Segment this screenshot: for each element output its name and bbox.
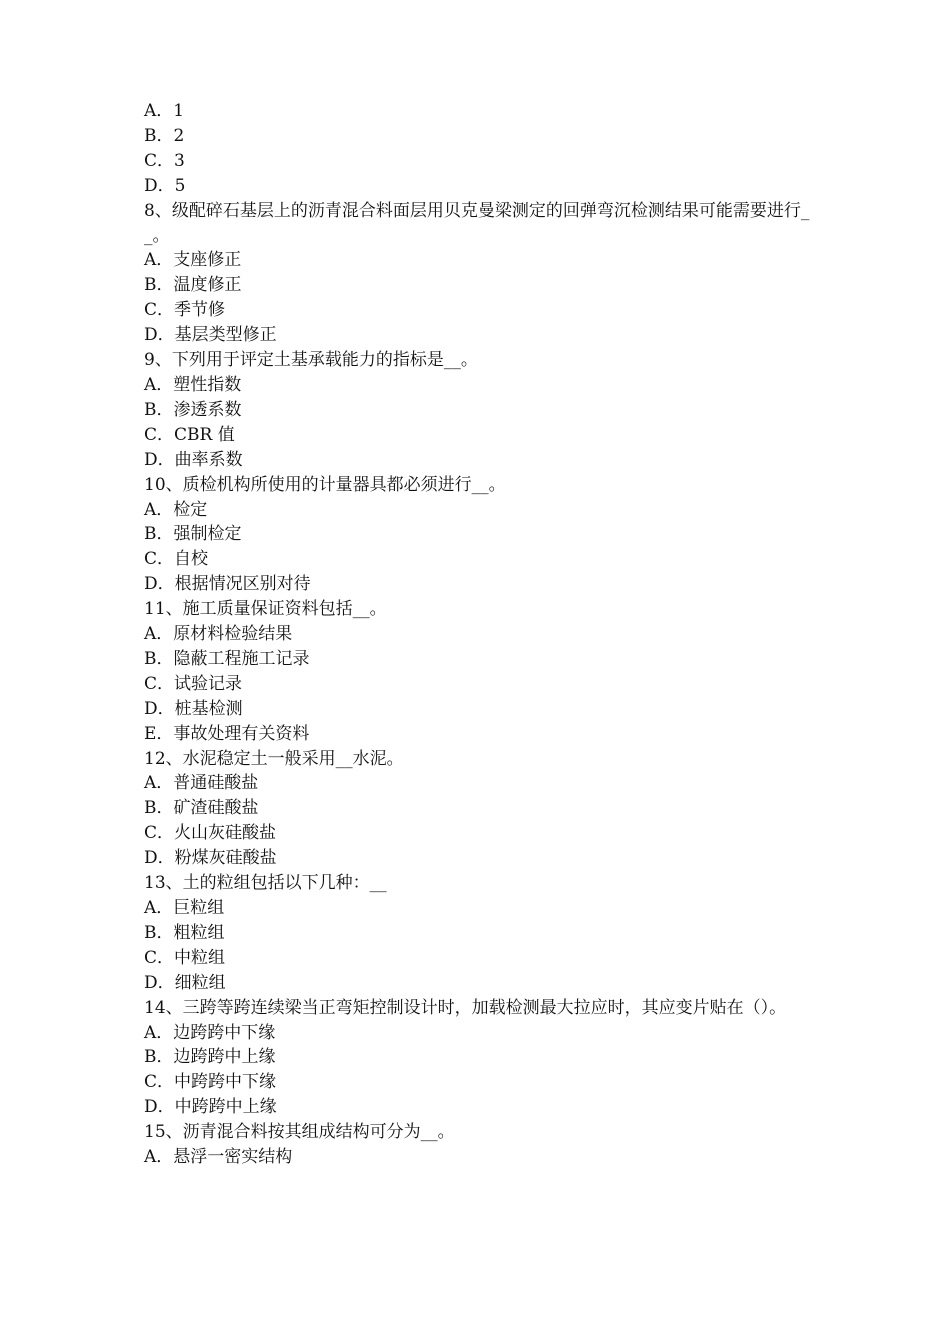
- answer-option: D．基层类型修正: [144, 325, 277, 346]
- question-stem: 9、下列用于评定土基承载能力的指标是__。: [144, 350, 478, 371]
- answer-option: E．事故处理有关资料: [144, 723, 310, 744]
- answer-option: D．细粒组: [144, 972, 226, 993]
- answer-option: C．火山灰硅酸盐: [144, 823, 277, 844]
- answer-option: A．巨粒组: [144, 898, 225, 918]
- answer-option: D．中跨跨中上缘: [144, 1097, 277, 1118]
- answer-option: A．塑性指数: [144, 374, 242, 395]
- question-stem: 12、水泥稳定土一般采用__水泥。: [144, 748, 404, 769]
- document-body: [144, 99, 814, 1170]
- answer-option: C．中粒组: [144, 947, 226, 968]
- question-stem: 13、土的粒组包括以下几种：__: [144, 873, 387, 894]
- answer-option: C．3: [144, 150, 185, 171]
- answer-option: A．支座修正: [144, 250, 242, 271]
- answer-option: C．自校: [144, 549, 209, 570]
- answer-option: B．渗透系数: [144, 399, 242, 420]
- answer-option: B．强制检定: [144, 524, 242, 545]
- answer-option: A．原材料检验结果: [144, 624, 293, 645]
- answer-option: B．隐蔽工程施工记录: [144, 648, 310, 669]
- answer-option: C．CBR 值: [144, 424, 235, 445]
- answer-option: B．温度修正: [144, 275, 242, 296]
- answer-option: B．边跨跨中上缘: [144, 1047, 276, 1068]
- answer-option: B．矿渣硅酸盐: [144, 798, 259, 819]
- question-stem: 14、三跨等跨连续梁当正弯矩控制设计时，加载检测最大拉应时，其应变片贴在（）。: [144, 997, 787, 1018]
- question-stem: 8、级配碎石基层上的沥青混合料面层用贝克曼梁测定的回弹弯沉检测结果可能需要进行__。: [144, 200, 810, 246]
- answer-option: C．中跨跨中下缘: [144, 1072, 277, 1093]
- answer-option: A．1: [144, 101, 185, 121]
- question-stem: 11、施工质量保证资料包括__。: [144, 599, 387, 620]
- answer-option: B．粗粒组: [144, 922, 225, 943]
- question-stem: 10、质检机构所使用的计量器具都必须进行__。: [144, 474, 506, 495]
- answer-option: B．2: [144, 125, 185, 146]
- answer-option: A．普通硅酸盐: [144, 773, 259, 794]
- answer-option: D．根据情况区别对待: [144, 574, 311, 595]
- answer-option: D．曲率系数: [144, 449, 243, 470]
- answer-option: D．粉煤灰硅酸盐: [144, 848, 277, 869]
- answer-option: A．检定: [144, 499, 208, 520]
- question-stem: 15、沥青混合料按其组成结构可分为__。: [144, 1122, 455, 1143]
- answer-option: A．边跨跨中下缘: [144, 1022, 276, 1043]
- answer-option: D．桩基检测: [144, 698, 243, 719]
- answer-option: C．季节修: [144, 300, 226, 321]
- answer-option: D．5: [144, 175, 186, 196]
- answer-option: A．悬浮一密实结构: [144, 1147, 293, 1168]
- answer-option: C．试验记录: [144, 673, 243, 694]
